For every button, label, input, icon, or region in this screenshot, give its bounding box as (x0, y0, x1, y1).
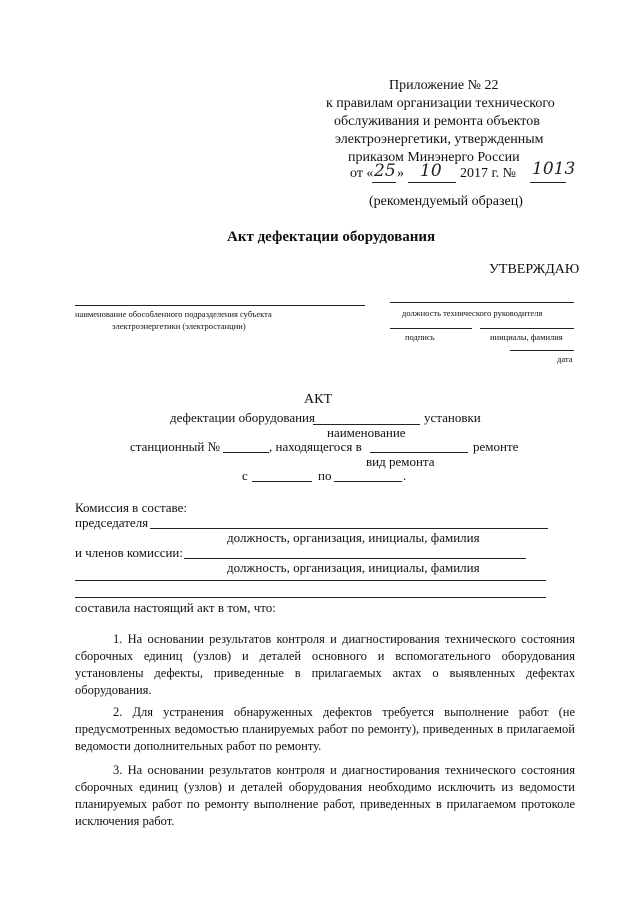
order-date-day: 25 (374, 161, 396, 181)
repair-caption: вид ремонта (366, 454, 435, 469)
approve-label: УТВЕРЖДАЮ (489, 262, 580, 277)
repair-type-line (370, 452, 468, 453)
signature-caption: подпись (405, 332, 435, 342)
subdivision-line (75, 305, 365, 306)
subdivision-caption-1: наименование обособленного подразделения субъекта (75, 309, 272, 319)
act-line1-prefix: дефектации оборудования (170, 410, 315, 425)
composed-statement: составила настоящий акт в том, что: (75, 600, 276, 615)
members-line-2 (75, 580, 546, 581)
date-line (510, 350, 574, 351)
order-date-month: 10 (420, 161, 442, 181)
order-day-underline (372, 182, 396, 183)
sample-note: (рекомендуемый образец) (369, 194, 523, 209)
document-title: Акт дефектации оборудования (227, 229, 436, 245)
appendix-line-5: приказом Минэнерго России (348, 150, 520, 165)
act-line2-prefix: станционный № (130, 439, 221, 454)
chairman-label: председателя (75, 515, 149, 530)
commission-intro: Комиссия в составе: (75, 500, 187, 515)
paragraph-3 (75, 762, 575, 830)
date-end-dot: . (403, 468, 407, 483)
paragraph-2 (75, 704, 575, 755)
date-caption: дата (557, 354, 573, 364)
order-number-underline (530, 182, 566, 183)
members-label: и членов комиссии: (75, 545, 184, 560)
appendix-number: Приложение № 22 (389, 78, 499, 93)
chairman-caption: должность, организация, инициалы, фамилия (227, 530, 480, 545)
members-caption: должность, организация, инициалы, фамилия (227, 560, 480, 575)
members-line (184, 558, 526, 559)
paragraph-3-text: 3. На основании результатов контроля и диагностирования технического состояния сборочных единиц (узлов) и деталей оборудования необходимо исключить из ведомости планируемых работ по ремонту выполнение работ, приведенных в прилагаемом протоколе исключения работ. (75, 763, 575, 828)
chairman-line (150, 528, 548, 529)
date-from-line (252, 481, 312, 482)
subdivision-caption-2: электроэнергетики (электростанции) (112, 321, 246, 331)
order-date-prefix: от « (350, 166, 374, 181)
act-line2-suffix: ремонте (473, 439, 519, 454)
head-position-caption: должность технического руководителя (402, 308, 543, 318)
paragraph-2-text: 2. Для устранения обнаруженных дефектов требуется выполнение работ (не предусмотренных ведомостью планируемых работ по ремонту), приведенных в прилагаемой ведомости дополнительных работ по ремонту. (75, 705, 575, 753)
date-from-label: с (242, 468, 248, 483)
date-to-label: по (318, 468, 332, 483)
date-to-line (334, 481, 402, 482)
order-number: 1013 (532, 159, 576, 179)
act-title: АКТ (304, 392, 332, 407)
appendix-line-3: обслуживания и ремонта объектов (334, 114, 540, 129)
appendix-line-2: к правилам организации технического (326, 96, 555, 111)
order-year-text: 2017 г. № (460, 166, 517, 181)
order-date-sep: » (397, 166, 404, 181)
order-month-underline (408, 182, 456, 183)
signature-line (390, 328, 472, 329)
name-caption: наименование (327, 425, 406, 440)
act-line1-suffix: установки (424, 410, 481, 425)
members-line-3 (75, 597, 546, 598)
appendix-line-4: электроэнергетики, утвержденным (335, 132, 544, 147)
paragraph-1 (75, 631, 575, 699)
head-position-line (390, 302, 574, 303)
initials-line (480, 328, 574, 329)
paragraph-1-text: 1. На основании результатов контроля и диагностирования технического состояния сборочных единиц (узлов) и деталей основного и вспомогательного оборудования установлены дефекты, приведенные в прилагаемых актах о выявленных дефектах оборудования. (75, 632, 575, 697)
initials-caption: инициалы, фамилия (490, 332, 563, 342)
station-number-line (223, 452, 269, 453)
act-line2-middle: , находящегося в (269, 439, 362, 454)
